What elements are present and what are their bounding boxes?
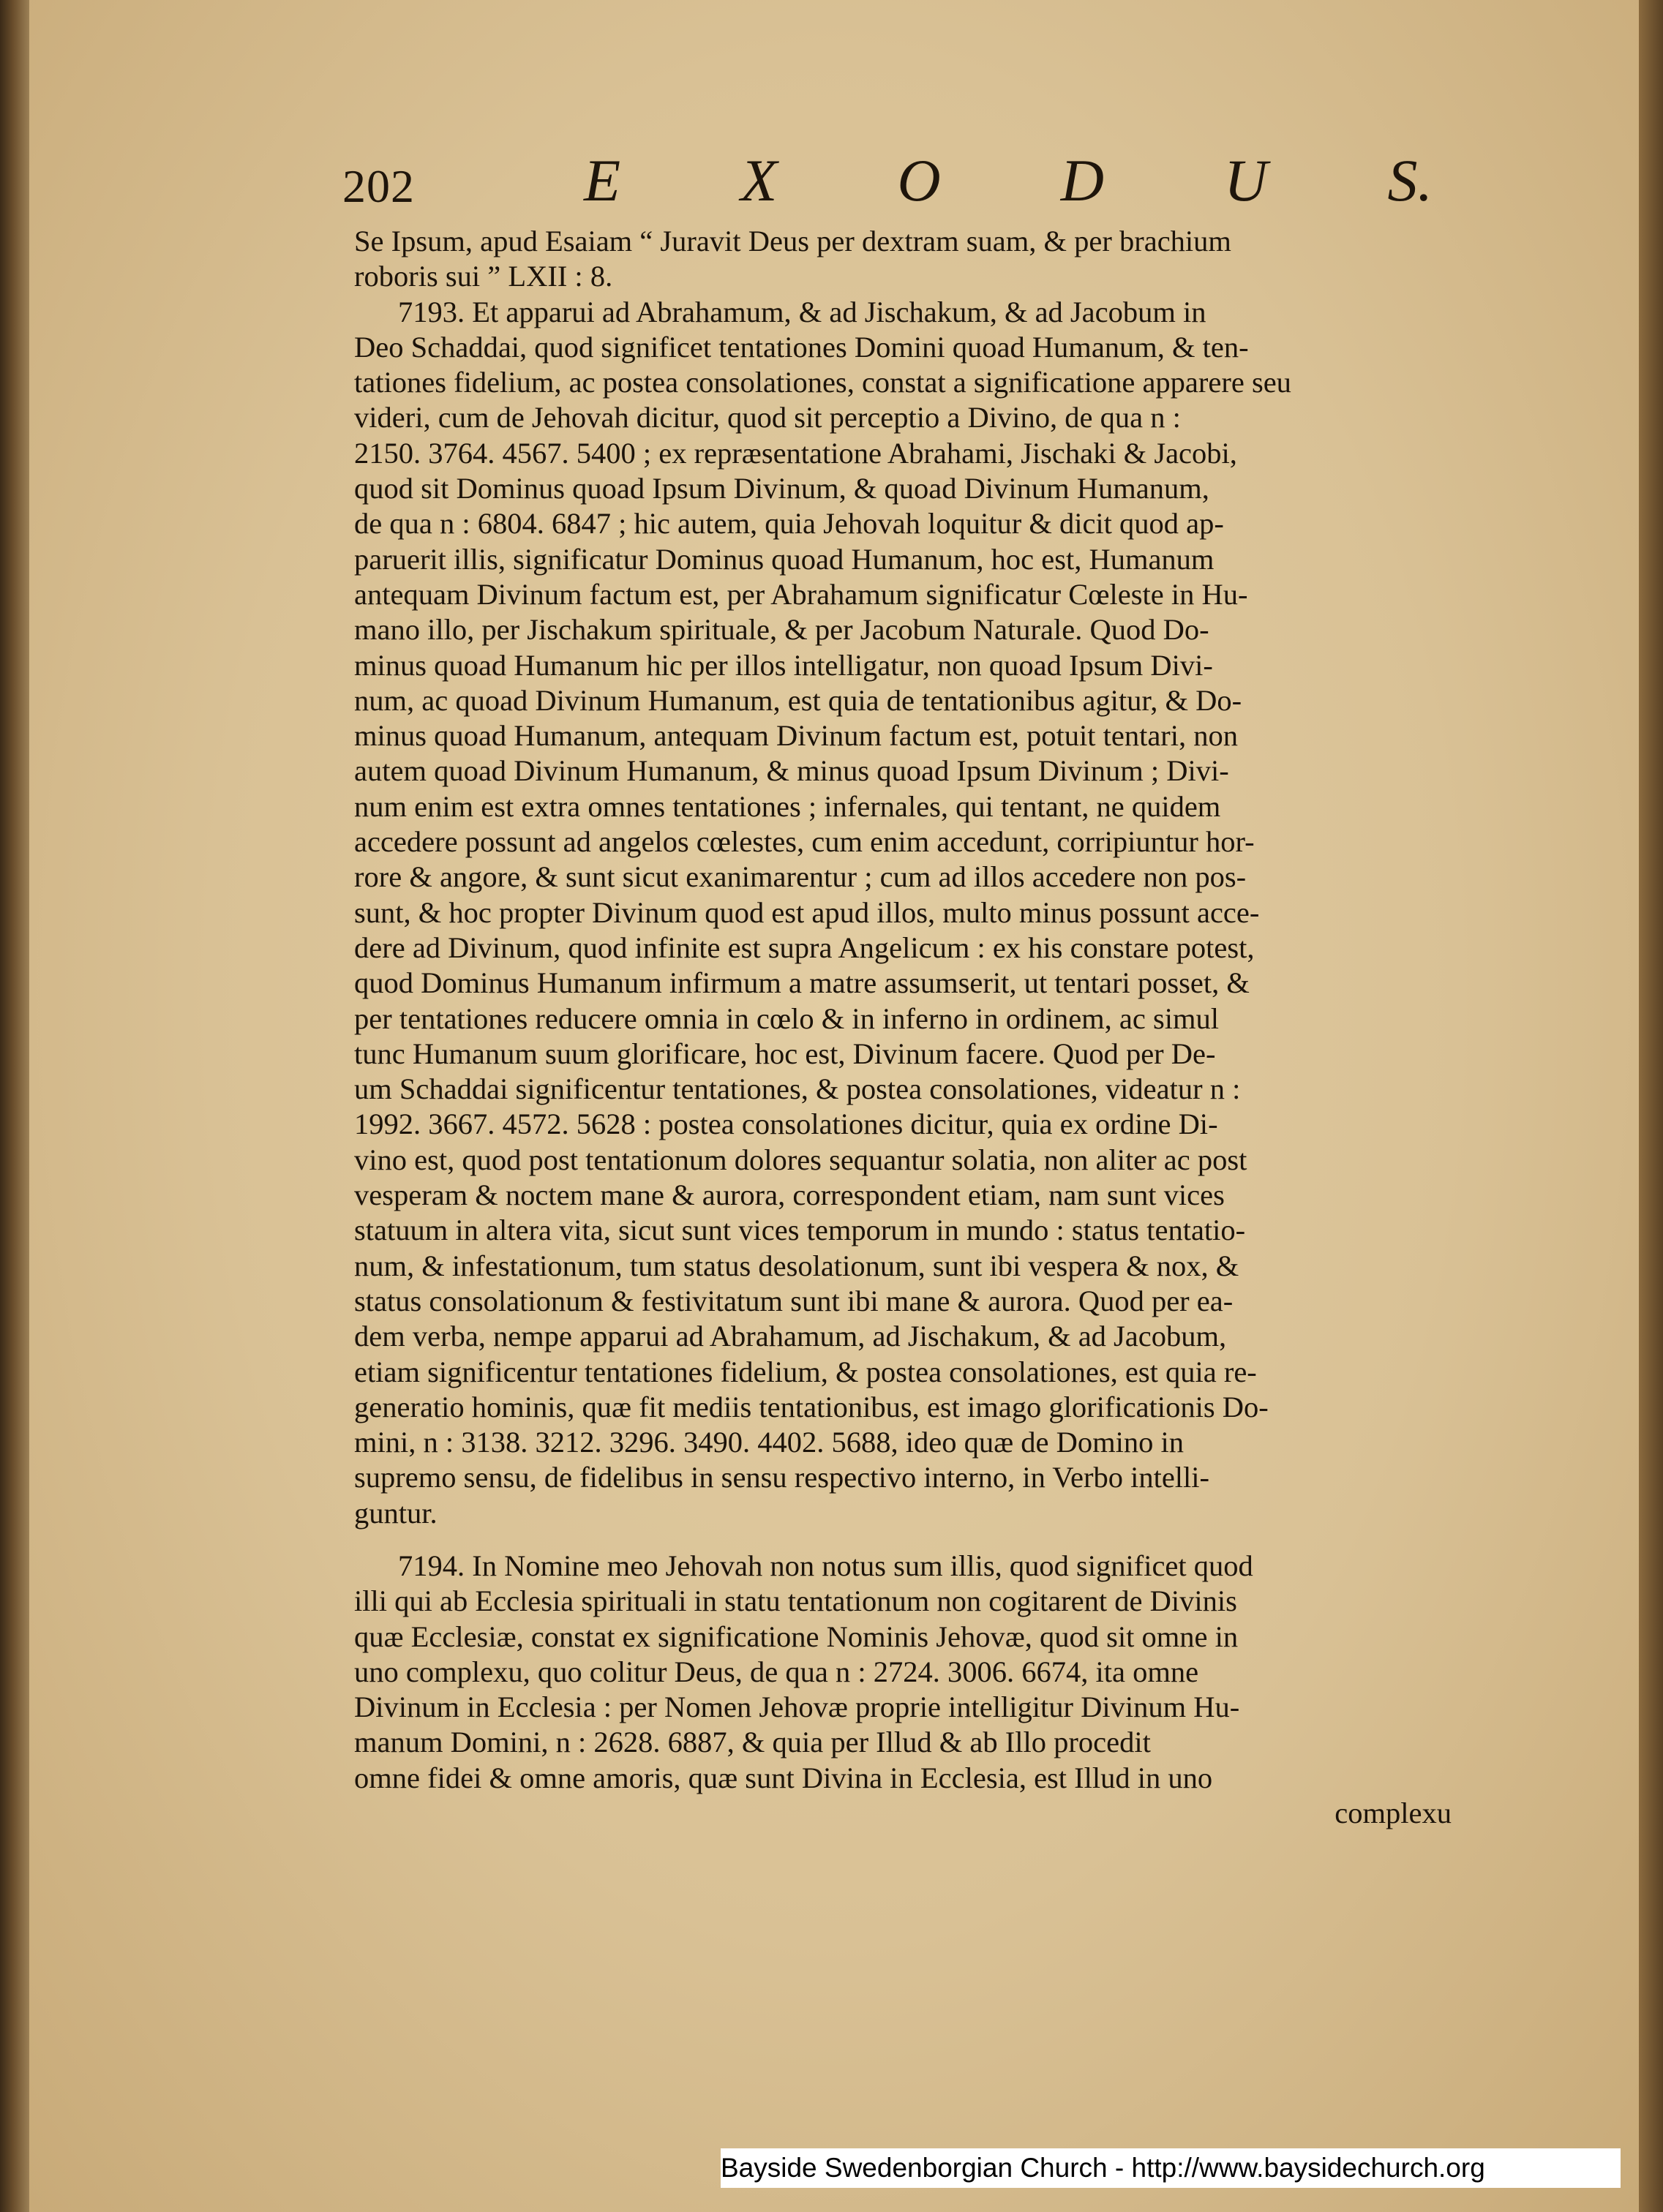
body-text [354, 224, 1452, 1884]
text-line [354, 930, 1452, 966]
text-line-content: dem verba, nempe apparui ad Abrahamum, ad Jischakum, & ad Jacobum, [354, 1320, 1227, 1353]
text-line [354, 895, 1452, 930]
text-line-content: supremo sensu, de fidelibus in sensu respectivo interno, in Verbo intelli- [354, 1461, 1210, 1494]
text-line [354, 542, 1452, 577]
text-line [354, 859, 1452, 895]
text-line [354, 506, 1452, 541]
paragraph-7194-start [354, 1549, 1452, 1584]
text-line-content: etiam significentur tentationes fidelium, & postea consolationes, est quia re- [354, 1355, 1257, 1388]
text-line-content: num enim est extra omnes tentationes ; infernales, qui tentant, ne quidem [354, 789, 1221, 823]
text-line [354, 1690, 1452, 1725]
text-line [354, 330, 1452, 365]
text-line-content: manum Domini, n : 2628. 6887, & quia per Illud & ab Illo procedit [354, 1726, 1151, 1759]
text-line-content: Deo Schaddai, quod significet tentationes Domini quoad Humanum, & ten- [354, 330, 1249, 364]
text-line-content: minus quoad Humanum hic per illos intelligatur, non quoad Ipsum Divi- [354, 648, 1213, 682]
running-title-letter: D [1060, 147, 1104, 214]
running-title-letter: U [1224, 147, 1268, 214]
text-line-content: illi qui ab Ecclesia spirituali in statu tentationum non cogitarent de Divinis [354, 1584, 1237, 1618]
text-line-content: sunt, & hoc propter Divinum quod est apud illos, multo minus possunt acce- [354, 895, 1260, 929]
running-title-letter: X [740, 147, 778, 214]
running-title-letter: E [584, 147, 621, 214]
text-line-content: statuum in altera vita, sicut sunt vices temporum in mundo : status tentatio- [354, 1214, 1246, 1247]
watermark-footer [721, 2148, 1621, 2188]
text-line-content: 7194. In Nomine meo Jehovah non notus sum illis, quod significet quod [398, 1549, 1253, 1582]
catchword [354, 1796, 1452, 1831]
text-line-content: 7193. Et apparui ad Abrahamum, & ad Jischakum, & ad Jacobum in [398, 295, 1206, 328]
text-line-content: autem quoad Divinum Humanum, & minus quoad Ipsum Divinum ; Divi- [354, 754, 1229, 788]
text-line-content: quod sit Dominus quoad Ipsum Divinum, & quoad Divinum Humanum, [354, 472, 1209, 505]
text-line [354, 1284, 1452, 1319]
text-line-content: mini, n : 3138. 3212. 3296. 3490. 4402. 5688, ideo quæ de Domino in [354, 1426, 1184, 1459]
text-line-content: status consolationum & festivitatum sunt ibi mane & aurora. Quod per ea- [354, 1284, 1234, 1317]
text-line [354, 1178, 1452, 1213]
text-line [354, 1249, 1452, 1284]
text-line [354, 789, 1452, 824]
text-line-content: accedere possunt ad angelos cœlestes, cum enim accedunt, corripiuntur hor- [354, 825, 1255, 859]
text-line [354, 577, 1452, 612]
text-line [354, 1725, 1452, 1760]
catchword-text: complexu [1334, 1797, 1452, 1830]
footer-text: Bayside Swedenborgian Church - http://www.baysidechurch.org [721, 2153, 1485, 2183]
text-line-content: 1992. 3667. 4572. 5628 : postea consolationes dicitur, quia ex ordine Di- [354, 1107, 1218, 1141]
text-line-content: quod Dominus Humanum infirmum a matre assumserit, ut tentari posset, & [354, 966, 1250, 1000]
text-line [354, 753, 1452, 789]
text-line [354, 966, 1452, 1001]
running-title [584, 146, 1433, 215]
text-line [354, 612, 1452, 647]
text-line-content: generatio hominis, quæ fit mediis tentationibus, est imago glorificationis Do- [354, 1390, 1269, 1423]
text-line [354, 1655, 1452, 1690]
text-line-content: tunc Humanum suum glorificare, hoc est, Divinum facere. Quod per De- [354, 1037, 1216, 1070]
text-line-content: guntur. [354, 1496, 438, 1530]
text-line [354, 718, 1452, 753]
text-line-content: roboris sui ” LXII : 8. [354, 260, 613, 293]
text-line [354, 259, 1452, 294]
text-line-content: omne fidei & omne amoris, quæ sunt Divina in Ecclesia, est Illud in uno [354, 1761, 1213, 1794]
text-line [354, 1319, 1452, 1354]
text-line [354, 436, 1452, 471]
text-line [354, 1620, 1452, 1655]
text-line-content: quæ Ecclesiæ, constat ex significatione Nominis Jehovæ, quod sit omne in [354, 1620, 1239, 1653]
text-line [354, 648, 1452, 683]
text-line [354, 1496, 1452, 1531]
running-title-letter: O [897, 147, 941, 214]
text-line [354, 1425, 1452, 1460]
page-header [342, 146, 1454, 219]
text-line-content: rore & angore, & sunt sicut exanimarentur ; cum ad illos accedere non pos- [354, 860, 1247, 894]
text-line-content: Divinum in Ecclesia : per Nomen Jehovæ proprie intelligitur Divinum Hu- [354, 1690, 1240, 1724]
text-line-content: minus quoad Humanum, antequam Divinum factum est, potuit tentari, non [354, 719, 1239, 753]
text-line [354, 1355, 1452, 1390]
text-line-content: antequam Divinum factum est, per Abrahamum significatur Cœleste in Hu- [354, 577, 1248, 611]
text-line [354, 1143, 1452, 1178]
page-number: 202 [342, 160, 415, 212]
text-line-content: de qua n : 6804. 6847 ; hic autem, quia Jehovah loquitur & dicit quod ap- [354, 507, 1224, 541]
text-line-content: Se Ipsum, apud Esaiam “ Juravit Deus per dextram suam, & per brachium [354, 225, 1231, 257]
text-line-content: um Schaddai significentur tentationes, & postea consolationes, videatur n : [354, 1072, 1241, 1106]
text-line [354, 224, 1452, 259]
text-line [354, 824, 1452, 859]
text-line-content: num, ac quoad Divinum Humanum, est quia de tentationibus agitur, & Do- [354, 683, 1242, 717]
text-line-content: videri, cum de Jehovah dicitur, quod sit perceptio a Divino, de qua n : [354, 401, 1181, 434]
text-line [354, 1001, 1452, 1037]
text-line [354, 1037, 1452, 1072]
text-line [354, 1460, 1452, 1495]
text-line-content: per tentationes reducere omnia in cœlo & in inferno in ordinem, ac simul [354, 1001, 1220, 1035]
text-line-content: vesperam & noctem mane & aurora, correspondent etiam, nam sunt vices [354, 1178, 1225, 1212]
text-line-content: 2150. 3764. 4567. 5400 ; ex repræsentatione Abrahami, Jischaki & Jacobi, [354, 436, 1237, 470]
text-line [354, 1584, 1452, 1619]
text-line-content: dere ad Divinum, quod infinite est supra Angelicum : ex his constare potest, [354, 930, 1255, 964]
text-line [354, 1390, 1452, 1425]
text-line-content: num, & infestationum, tum status desolationum, sunt ibi vespera & nox, & [354, 1249, 1239, 1282]
text-line [354, 400, 1452, 435]
text-line [354, 1072, 1452, 1107]
text-line-content: vino est, quod post tentationum dolores sequantur solatia, non aliter ac post [354, 1143, 1247, 1176]
text-line [354, 1107, 1452, 1142]
text-line-content: mano illo, per Jischakum spirituale, & per Jacobum Naturale. Quod Do- [354, 613, 1209, 647]
text-line-content: tationes fidelium, ac postea consolationes, constat a significatione apparere seu [354, 366, 1291, 399]
text-line [354, 471, 1452, 506]
text-line [354, 1761, 1452, 1796]
paragraph-gap [354, 1531, 1452, 1549]
text-line [354, 683, 1452, 718]
text-line-content: uno complexu, quo colitur Deus, de qua n : 2724. 3006. 6674, ita omne [354, 1655, 1199, 1688]
paragraph-7193-start [354, 295, 1452, 330]
text-line [354, 365, 1452, 400]
running-title-letter: S. [1387, 147, 1433, 214]
text-line-content: paruerit illis, significatur Dominus quoad Humanum, hoc est, Humanum [354, 542, 1215, 576]
text-line [354, 1213, 1452, 1248]
